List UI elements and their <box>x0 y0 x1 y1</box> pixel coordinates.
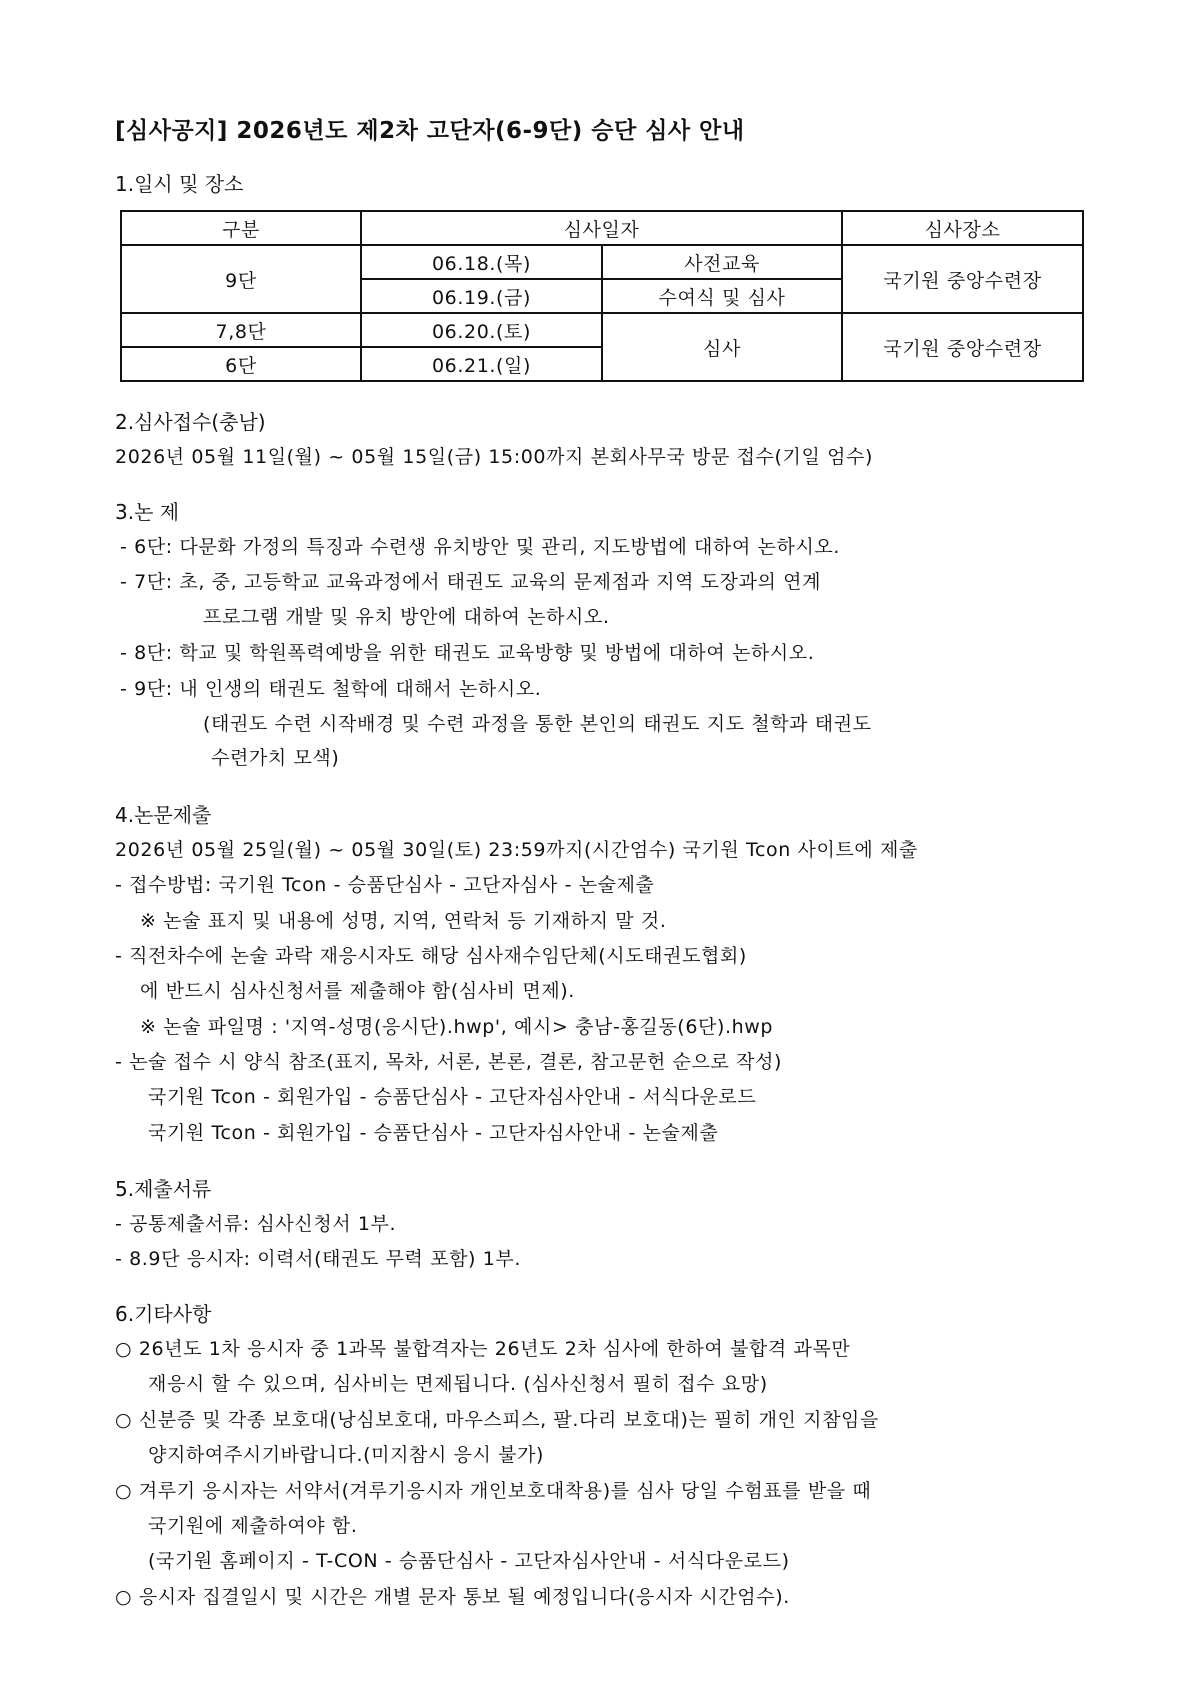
date-cell: 06.20.(토) <box>361 313 602 347</box>
section-6-heading: 6.기타사항 <box>115 1302 212 1326</box>
submission-line: 국기원 Tcon - 회원가입 - 승품단심사 - 고단자심사안내 - 서식다운로드 <box>148 1086 757 1108</box>
topic-line: - 9단: 내 인생의 태권도 철학에 대해서 논하시오. <box>120 678 542 700</box>
place-cell: 국기원 중앙수련장 <box>842 313 1083 381</box>
section-2-heading: 2.심사접수(충남) <box>115 410 266 434</box>
table-row <box>121 313 1083 347</box>
table-row <box>121 245 1083 279</box>
submission-line: - 논술 접수 시 양식 참조(표지, 목차, 서론, 본론, 결론, 참고문헌 순으로 작성) <box>115 1051 783 1073</box>
notes-line: 양지하여주시기바랍니다.(미지참시 응시 불가) <box>148 1444 545 1466</box>
submission-line: 2026년 05월 25일(월) ~ 05월 30일(토) 23:59까지(시간엄수) 국기원 Tcon 사이트에 제출 <box>115 839 918 861</box>
section-5-heading: 5.제출서류 <box>115 1177 212 1201</box>
topic-line: (태권도 수련 시작배경 및 수련 과정을 통한 본인의 태권도 지도 철학과 태권도 <box>203 713 872 735</box>
notes-line: ○ 26년도 1차 응시자 중 1과목 불합격자는 26년도 2차 심사에 한하여 불합격 과목만 <box>115 1338 851 1360</box>
event-cell: 사전교육 <box>602 245 842 279</box>
grade-cell: 7,8단 <box>121 313 361 347</box>
submission-line: - 접수방법: 국기원 Tcon - 승품단심사 - 고단자심사 - 논술제출 <box>115 874 655 896</box>
section-2-text: 2026년 05월 11일(월) ~ 05월 15일(금) 15:00까지 본회사무국 방문 접수(기일 엄수) <box>115 446 873 468</box>
notes-line: (국기원 홈페이지 - T-CON - 승품단심사 - 고단자심사안내 - 서식다운로드) <box>148 1550 790 1572</box>
notes-line: ○ 겨루기 응시자는 서약서(겨루기응시자 개인보호대착용)를 심사 당일 수험표를 받을 때 <box>115 1480 872 1502</box>
place-cell: 국기원 중앙수련장 <box>842 245 1083 313</box>
submission-line: 국기원 Tcon - 회원가입 - 승품단심사 - 고단자심사안내 - 논술제출 <box>148 1122 719 1144</box>
date-cell: 06.21.(일) <box>361 347 602 381</box>
document-title: [심사공지] 2026년도 제2차 고단자(6-9단) 승단 심사 안내 <box>115 118 745 144</box>
header-category: 구분 <box>121 211 361 245</box>
schedule-table <box>120 210 1084 382</box>
submission-line: ※ 논술 파일명 : '지역-성명(응시단).hwp', 예시> 충남-홍길동(6단).hwp <box>140 1016 774 1038</box>
submission-line: 에 반드시 심사신청서를 제출해야 함(심사비 면제). <box>140 980 575 1002</box>
documents-line: - 공통제출서류: 심사신청서 1부. <box>115 1213 397 1235</box>
topic-line: - 8단: 학교 및 학원폭력예방을 위한 태권도 교육방향 및 방법에 대하여 논하시오. <box>120 642 815 664</box>
notes-line: ○ 신분증 및 각종 보호대(낭심보호대, 마우스피스, 팔.다리 보호대)는 필히 개인 지참임을 <box>115 1409 879 1431</box>
event-cell: 수여식 및 심사 <box>602 279 842 313</box>
header-date: 심사일자 <box>361 211 842 245</box>
topic-line: - 7단: 초, 중, 고등학교 교육과정에서 태권도 교육의 문제점과 지역 도장과의 연계 <box>120 571 822 593</box>
notes-line: 재응시 할 수 있으며, 심사비는 면제됩니다. (심사신청서 필히 접수 요망) <box>148 1373 768 1395</box>
event-cell: 심사 <box>602 313 842 381</box>
submission-line: - 직전차수에 논술 과락 재응시자도 해당 심사재수임단체(시도태권도협회) <box>115 945 747 967</box>
topic-line: 프로그램 개발 및 유치 방안에 대하여 논하시오. <box>203 606 610 628</box>
section-4-heading: 4.논문제출 <box>115 803 212 827</box>
grade-cell: 6단 <box>121 347 361 381</box>
notes-line: 국기원에 제출하여야 함. <box>148 1515 358 1537</box>
date-cell: 06.18.(목) <box>361 245 602 279</box>
submission-line: ※ 논술 표지 및 내용에 성명, 지역, 연락처 등 기재하지 말 것. <box>140 910 667 932</box>
section-1-heading: 1.일시 및 장소 <box>115 172 244 196</box>
notes-line: ○ 응시자 집결일시 및 시간은 개별 문자 통보 될 예정입니다(응시자 시간엄수). <box>115 1586 790 1608</box>
documents-line: - 8.9단 응시자: 이력서(태권도 무력 포함) 1부. <box>115 1248 521 1270</box>
table-header-row <box>121 211 1083 245</box>
topic-line: 수련가치 모색) <box>211 747 340 769</box>
section-3-heading: 3.논 제 <box>115 500 180 524</box>
topic-line: - 6단: 다문화 가정의 특징과 수련생 유치방안 및 관리, 지도방법에 대하여 논하시오. <box>120 536 840 558</box>
header-place: 심사장소 <box>842 211 1083 245</box>
grade-cell: 9단 <box>121 245 361 313</box>
date-cell: 06.19.(금) <box>361 279 602 313</box>
